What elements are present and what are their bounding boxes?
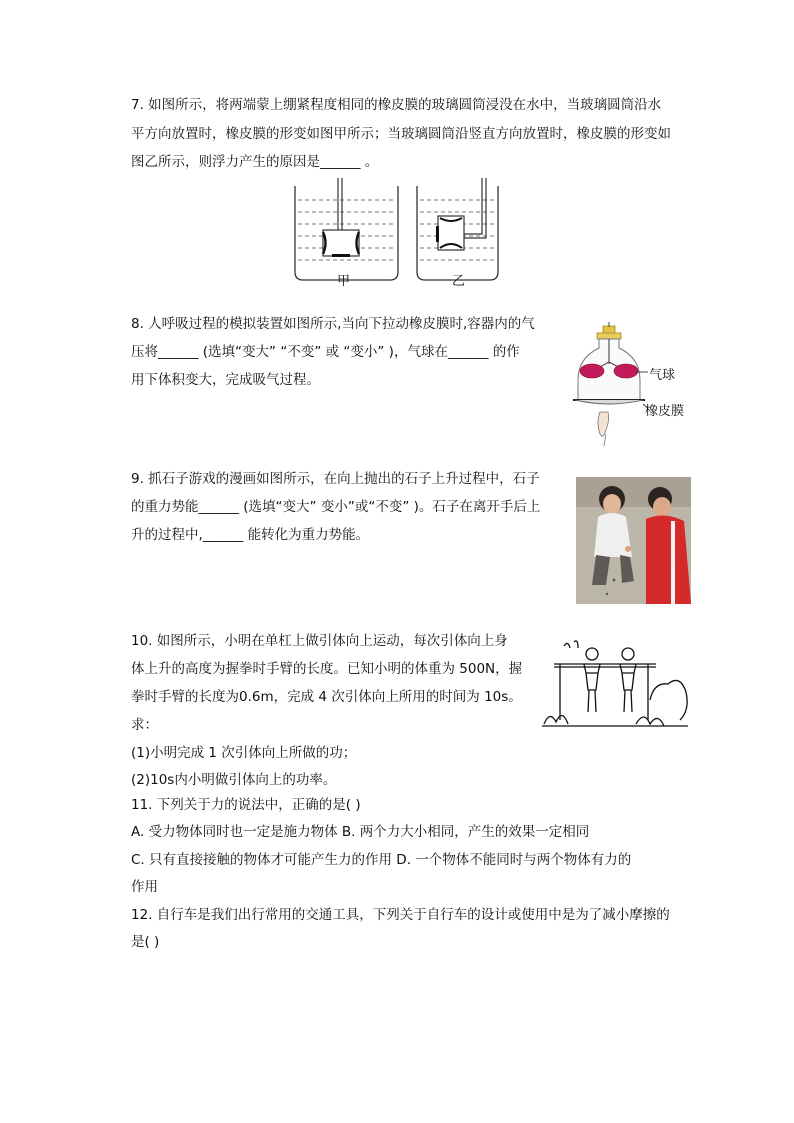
q9-line-3: 升的过程中,______ 能转化为重力势能。 bbox=[131, 527, 370, 543]
pull-up-figure bbox=[540, 640, 690, 732]
breathing-model-figure bbox=[570, 322, 680, 448]
q8-line-1: 8. 人呼吸过程的模拟装置如图所示,当向下拉动橡皮膜时,容器内的气 bbox=[131, 316, 535, 332]
figure-label-jia: 甲 bbox=[337, 274, 351, 289]
q7-line-3: 图乙所示，则浮力产生的原因是______ 。 bbox=[131, 154, 379, 170]
q8-line-2: 压将______ (选填“变大” “不变” 或 “变小” )，气球在______ 的作 bbox=[131, 344, 520, 360]
q10-line-1: 10. 如图所示，小明在单杠上做引体向上运动，每次引体向上身 bbox=[131, 633, 508, 649]
q9-line-2: 的重力势能______ (选填“变大” 变小”或“不变” )。石子在离开手后上 bbox=[131, 499, 541, 515]
q10-line-2: 体上升的高度为握拳时手臂的长度。已知小明的体重为 500N，握 bbox=[131, 661, 523, 677]
q10-line-4: 求： bbox=[131, 717, 158, 733]
q10-line-5: (1)小明完成 1 次引体向上所做的功； bbox=[131, 745, 357, 761]
label-balloon: 气球 bbox=[649, 368, 676, 383]
q11-option-a-b: A. 受力物体同时也一定是施力物体 B. 两个力大小相同，产生的效果一定相同 bbox=[131, 824, 590, 840]
q9-line-1: 9. 抓石子游戏的漫画如图所示，在向上抛出的石子上升过程中，石子 bbox=[131, 471, 540, 487]
q12-line-1: 12. 自行车是我们出行常用的交通工具，下列关于自行车的设计或使用中是为了减小摩擦的 bbox=[131, 907, 670, 923]
beaker-figure bbox=[290, 176, 500, 288]
q7-line-1: 7. 如图所示，将两端蒙上绷紧程度相同的橡皮膜的玻璃圆筒浸没在水中，当玻璃圆筒沿水 bbox=[131, 97, 662, 113]
stone-game-photo bbox=[576, 477, 691, 604]
figure-label-yi: 乙 bbox=[452, 274, 466, 289]
label-rubber-membrane: 橡皮膜 bbox=[645, 404, 685, 419]
q10-line-3: 拳时手臂的长度为0.6m，完成 4 次引体向上所用的时间为 10s。 bbox=[131, 689, 522, 705]
q10-line-6: (2)10s内小明做引体向上的功率。 bbox=[131, 772, 337, 788]
q7-line-2: 平方向放置时，橡皮膜的形变如图甲所示；当玻璃圆筒沿竖直方向放置时，橡皮膜的形变如 bbox=[131, 126, 671, 142]
q11-option-c-d: C. 只有直接接触的物体才可能产生力的作用 D. 一个物体不能同时与两个物体有力的 bbox=[131, 852, 632, 868]
q8-line-3: 用下体积变大，完成吸气过程。 bbox=[131, 372, 320, 388]
q12-line-2: 是( ) bbox=[131, 934, 160, 950]
q11-line-4: 作用 bbox=[131, 879, 158, 895]
q11-line-1: 11. 下列关于力的说法中，正确的是( ) bbox=[131, 797, 361, 813]
